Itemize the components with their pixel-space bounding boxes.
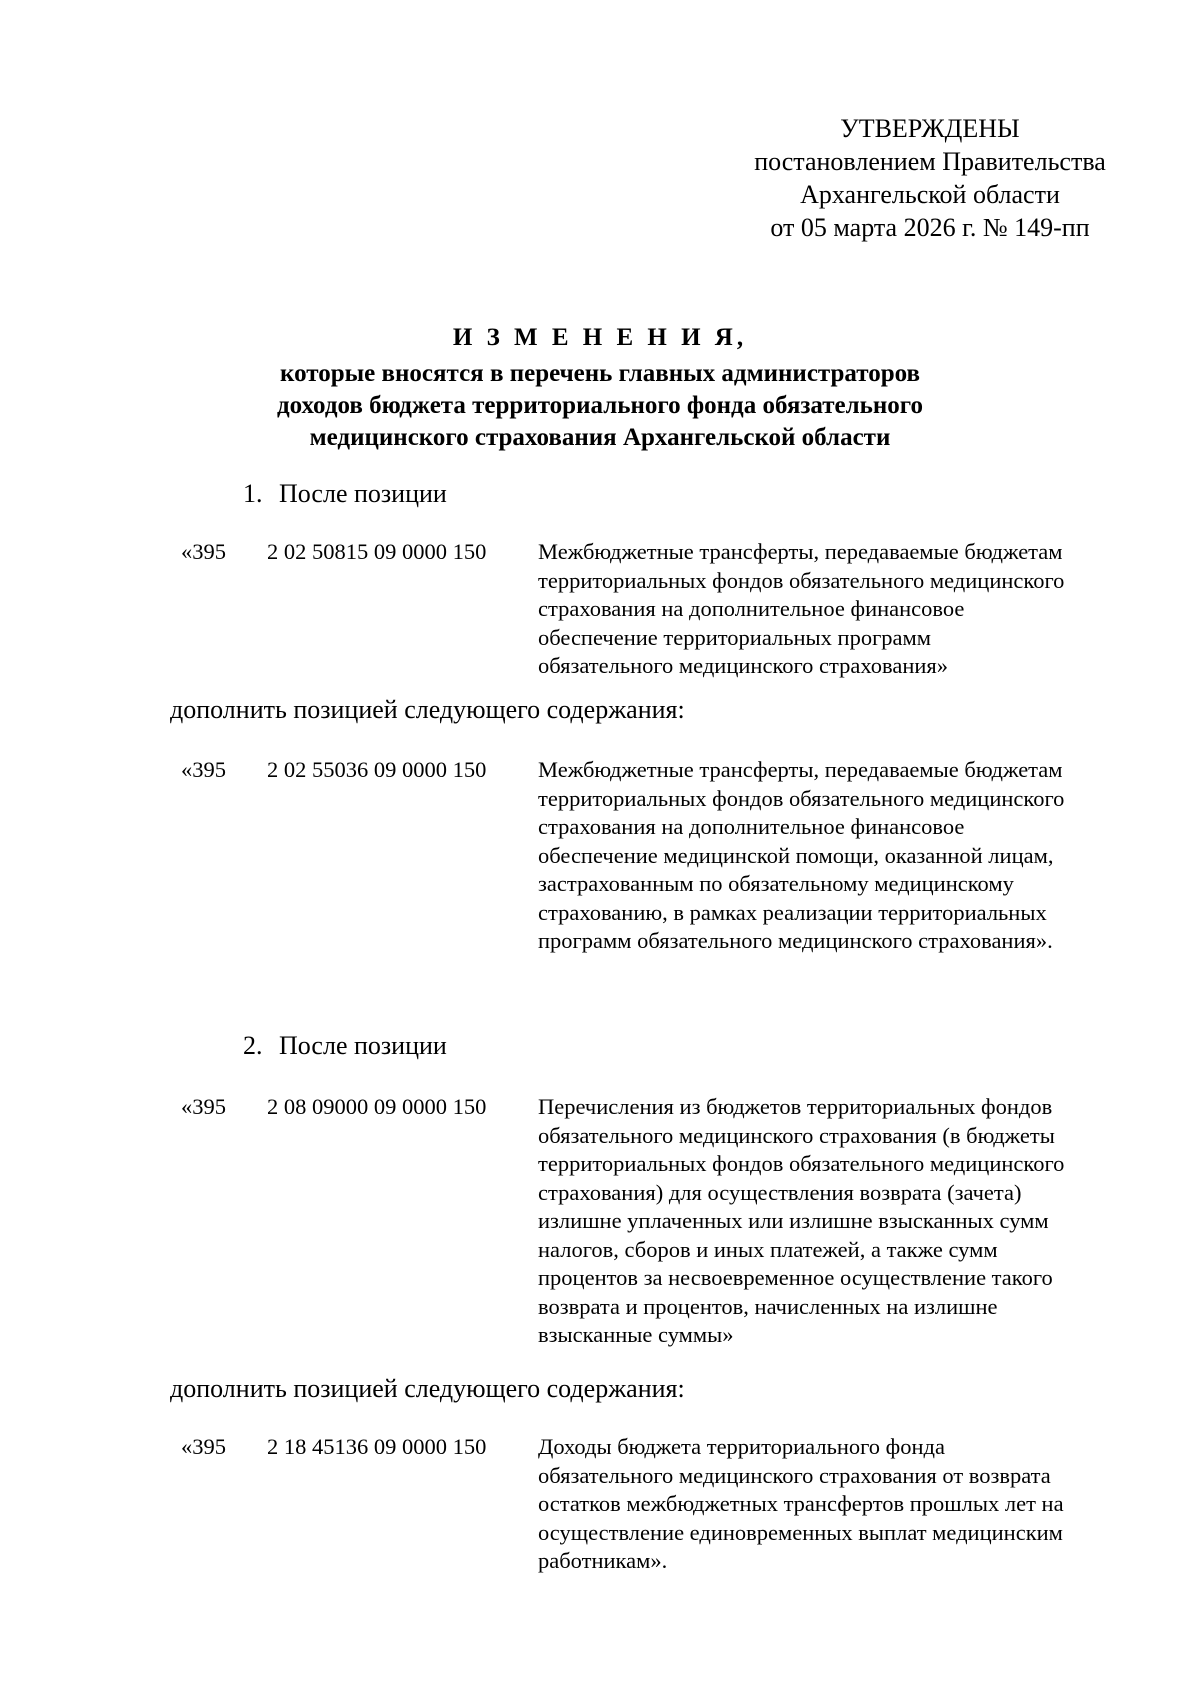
title-subtitle-line: медицинского страхования Архангельской области <box>309 424 891 451</box>
description-line: обязательного медицинского страхования от возврата <box>538 1462 1051 1488</box>
income-code: 2 02 50815 09 0000 150 <box>267 539 487 564</box>
income-code: 2 08 09000 09 0000 150 <box>267 1094 487 1119</box>
description-line: территориальных фондов обязательного медицинского <box>538 1151 1065 1176</box>
description-line: Межбюджетные трансферты, передаваемые бюджетам <box>538 757 1063 782</box>
description-line: страхования на дополнительное финансовое <box>538 596 965 621</box>
approval-stamp <box>700 112 1160 244</box>
approval-region: Архангельской области <box>800 180 1060 209</box>
income-code: 2 18 45136 09 0000 150 <box>267 1434 487 1459</box>
description-line: взысканные суммы» <box>538 1322 734 1347</box>
document-title <box>100 322 1100 454</box>
description-line: Перечисления из бюджетов территориальных фондов <box>538 1094 1053 1119</box>
income-description <box>538 538 1138 681</box>
admin-code: «395 <box>181 539 226 564</box>
title-main: И З М Е Н Е Н И Я, <box>452 324 748 351</box>
income-code: 2 02 55036 09 0000 150 <box>267 757 487 782</box>
item-2-heading <box>243 1030 447 1062</box>
description-line: страхования) для осуществления возврата (зачета) <box>538 1179 1022 1205</box>
description-line: осуществление единовременных выплат медицинским <box>538 1519 1063 1545</box>
income-description <box>538 1093 1138 1350</box>
description-line: налогов, сборов и иных платежей, а также сумм <box>538 1236 998 1262</box>
item-heading-text: После позиции <box>279 479 447 508</box>
description-line: Межбюджетные трансферты, передаваемые бюджетам <box>538 539 1063 564</box>
description-line: работникам». <box>538 1548 668 1573</box>
description-line: обязательного медицинского страхования (в бюджеты <box>538 1122 1055 1148</box>
description-line: страхования на дополнительное финансовое <box>538 814 965 839</box>
description-line: застрахованным по обязательному медицинскому <box>538 871 1014 896</box>
description-line: обеспечение медицинской помощи, оказанной лицам, <box>538 842 1054 868</box>
description-line: Доходы бюджета территориального фонда <box>538 1434 945 1459</box>
description-line: обязательного медицинского страхования» <box>538 653 948 678</box>
admin-code: «395 <box>181 1434 226 1459</box>
title-subtitle-line: которые вносятся в перечень главных администраторов <box>280 360 920 387</box>
description-line: территориальных фондов обязательного медицинского <box>538 785 1065 811</box>
approval-title: УТВЕРЖДЕНЫ <box>840 114 1020 143</box>
description-line: остатков межбюджетных трансфертов прошлых лет на <box>538 1491 1064 1516</box>
income-description <box>538 756 1138 956</box>
item-number: 1. <box>243 479 263 508</box>
item-number: 2. <box>243 1031 263 1060</box>
admin-code: «395 <box>181 1094 226 1119</box>
description-line: территориальных фондов обязательного медицинского <box>538 567 1065 593</box>
item-heading-text: После позиции <box>279 1031 447 1060</box>
title-subtitle-line: доходов бюджета территориального фонда обязательного <box>276 392 924 419</box>
description-line: процентов за несвоевременное осуществление такого <box>538 1265 1053 1290</box>
description-line: излишне уплаченных или излишне взысканных сумм <box>538 1208 1049 1233</box>
description-line: возврата и процентов, начисленных на излишне <box>538 1293 998 1319</box>
approval-date-number: от 05 марта 2026 г. № 149-пп <box>770 213 1090 242</box>
item-1-heading <box>243 478 447 510</box>
item-2-supplement: дополнить позицией следующего содержания: <box>170 1374 685 1403</box>
description-line: программ обязательного медицинского страхования». <box>538 928 1053 953</box>
approval-authority: постановлением Правительства <box>754 147 1106 176</box>
income-description <box>538 1433 1138 1576</box>
admin-code: «395 <box>181 757 226 782</box>
description-line: страхованию, в рамках реализации территориальных <box>538 899 1047 925</box>
item-1-supplement: дополнить позицией следующего содержания: <box>170 695 685 724</box>
description-line: обеспечение территориальных программ <box>538 624 932 650</box>
